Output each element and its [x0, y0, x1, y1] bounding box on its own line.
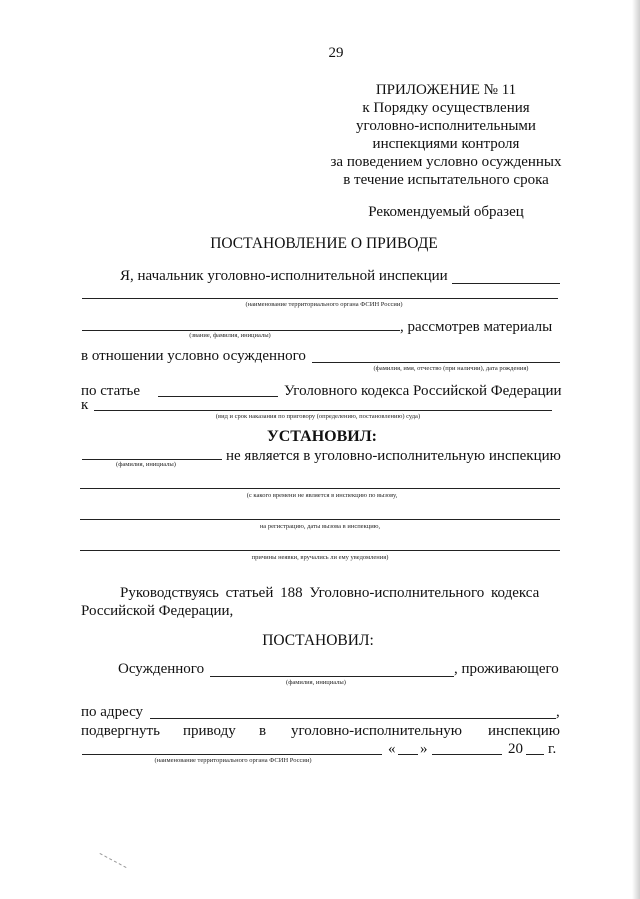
caption-territorial-body: (наименование территориального органа ФСИН России): [245, 301, 403, 308]
appendix-line: инспекциями контроля: [372, 136, 520, 152]
date-open-quote: «: [388, 741, 396, 757]
appendix-line: уголовно-исполнительными: [356, 118, 536, 134]
subject-text-3: в: [259, 723, 267, 739]
caption-sentence: (вид и срок наказания по приговору (определению, постановлению) суда): [215, 413, 421, 420]
criminal-code-label: Уголовного кодекса Российской Федерации: [284, 383, 562, 399]
territorial-body-line-2: [82, 754, 382, 755]
caption-convict-initials: (фамилия, инициалы): [116, 461, 176, 468]
sentence-line: [94, 410, 552, 411]
subject-text-5: инспекцию: [488, 723, 560, 739]
caption-registration-dates: на регистрацию, даты вызова в инспекцию,: [259, 523, 381, 530]
caption-absence-since: (с какого времени не является в инспекцию по вызову,: [246, 492, 398, 499]
document-title: ПОСТАНОВЛЕНИЕ О ПРИВОДЕ: [210, 235, 438, 252]
day-line: [398, 754, 418, 755]
page-number: 29: [328, 45, 344, 61]
absence-details-line-3: [80, 550, 560, 551]
caption-convict-initials-2: (фамилия, инициалы): [286, 679, 346, 686]
address-label: по адресу: [81, 704, 144, 720]
sentence-prefix: к: [81, 397, 89, 413]
month-line: [432, 754, 502, 755]
year-prefix: 20: [508, 741, 523, 757]
address-line: [150, 718, 556, 719]
absence-details-line-2: [80, 519, 560, 520]
inspection-name-line: [452, 283, 560, 284]
year-line: [526, 754, 544, 755]
absence-details-line: [80, 488, 560, 489]
guided-by-text-cont: Российской Федерации,: [81, 603, 234, 619]
subject-text-1: подвергнуть: [81, 723, 160, 739]
caption-convict-name: (фамилия, имя, отчество (при наличии), дата рождения): [373, 365, 529, 372]
caption-absence-reasons: причины неявки, вручались ли ему уведомления): [251, 554, 389, 561]
reviewed-materials-text: , рассмотрев материалы: [400, 319, 553, 335]
recommended-sample: Рекомендуемый образец: [368, 204, 524, 220]
subject-text-2: приводу: [183, 723, 236, 739]
not-appearing-text: не является в уголовно-исполнительную инспекцию: [226, 448, 561, 464]
appendix-line: в течение испытательного срока: [343, 172, 549, 188]
subject-text-4: уголовно-исполнительную: [291, 723, 462, 739]
scan-artifact: [100, 853, 127, 868]
appendix-line: к Порядку осуществления: [362, 100, 530, 116]
resolved-heading: ПОСТАНОВИЛ:: [262, 632, 374, 649]
territorial-body-line: [82, 298, 558, 299]
article-line: [158, 396, 278, 397]
address-comma: ,: [556, 704, 560, 720]
caption-territorial-body-2: (наименование территориального органа ФСИН России): [154, 757, 312, 764]
caption-rank-name: (звание, фамилия, инициалы): [189, 332, 271, 339]
inspection-head-label: Я, начальник уголовно-исполнительной инспекции: [120, 268, 448, 284]
guided-by-text: Руководствуясь статьей 188 Уголовно-исполнительного кодекса: [120, 585, 540, 601]
article-label: по статье: [81, 383, 140, 399]
rank-name-line: [82, 330, 400, 331]
date-close-quote: »: [420, 741, 428, 757]
year-suffix: г.: [548, 741, 557, 757]
established-heading: УСТАНОВИЛ:: [267, 428, 377, 445]
page-edge-shadow: [632, 0, 640, 899]
residing-text: , проживающего: [454, 661, 559, 677]
appendix-line: за поведением условно осужденных: [330, 154, 562, 170]
convict-label: Осужденного: [118, 661, 205, 677]
convict-initials-line: [82, 459, 222, 460]
convict-line: [210, 676, 454, 677]
convict-name-line: [312, 362, 560, 363]
appendix-title: ПРИЛОЖЕНИЕ № 11: [375, 82, 517, 98]
regarding-convict-label: в отношении условно осужденного: [81, 348, 306, 364]
